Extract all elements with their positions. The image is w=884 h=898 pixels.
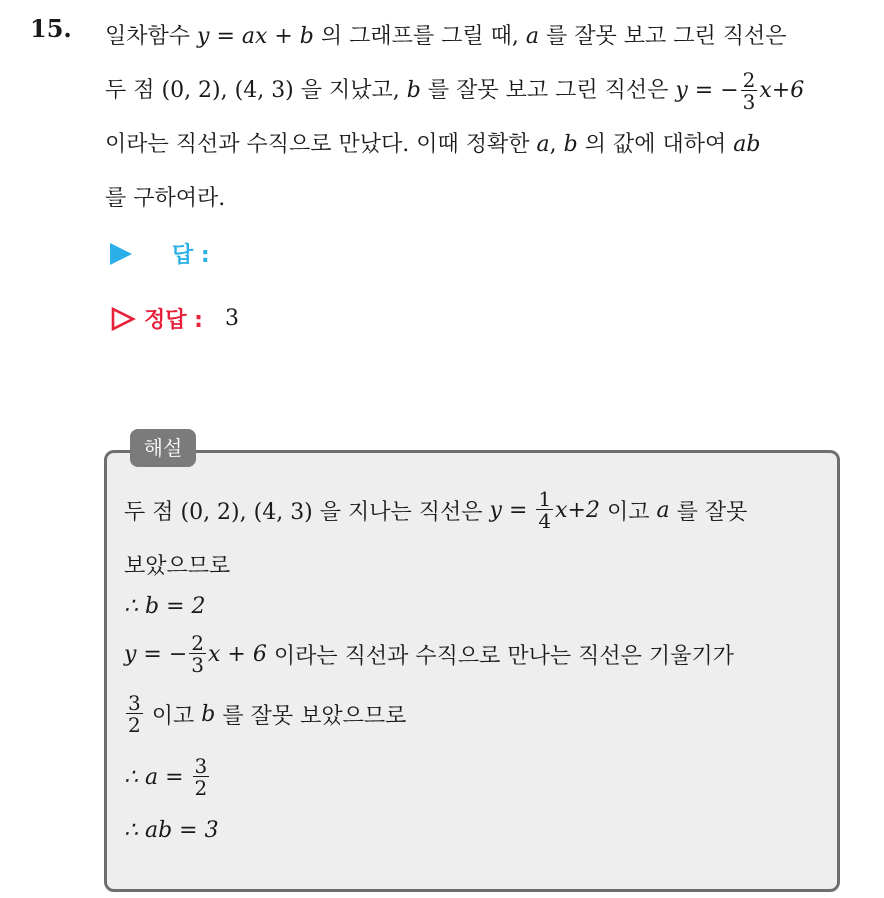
fraction-1-4: $\frac{1}{4}$	[538, 487, 552, 533]
solution-line-7: ∴ ab = 3	[124, 817, 219, 843]
outline-triangle-icon	[110, 306, 136, 332]
answer-row	[110, 238, 210, 269]
fraction-2-3: $\frac{2}{3}$	[191, 631, 205, 677]
solution-line-2: 보았으므로	[124, 553, 231, 579]
problem-line-1: 일차함수 y = ax + b 의 그래프를 그릴 때, a 를 잘못 보고 그린 직선은	[105, 24, 787, 49]
problem-line-3: 이라는 직선과 수직으로 만났다. 이때 정확한 a, b 의 값에 대하여 ab	[105, 132, 761, 157]
fraction-2-3: $\frac{2}{3}$	[742, 68, 756, 114]
problem-line-4: 를 구하여라.	[105, 186, 226, 211]
fraction-3-2: $\frac{3}{2}$	[128, 691, 141, 737]
problem-line-2: 두 점 (0, 2), (4, 3) 을 지났고, b 를 잘못 보고 그린 직선은 y = − $\frac{2}{3}$ x+6	[105, 68, 805, 114]
solution-text	[124, 480, 834, 850]
correct-answer-label: 정답 :	[144, 308, 203, 333]
equation-y-ax-b: y = ax + b	[197, 24, 314, 49]
solution-tag: 해설	[130, 429, 196, 467]
solution-line-3: ∴ b = 2	[124, 593, 206, 619]
play-triangle-icon	[110, 243, 132, 265]
solution-line-4: y = − $\frac{2}{3}$ x + 6 이라는 직선과 수직으로 만나는 직선은 기울기가	[124, 631, 734, 677]
solution-line-6: ∴ a = $\frac{3}{2}$	[124, 754, 208, 800]
problem-statement	[105, 10, 865, 226]
correct-answer-row	[110, 303, 239, 334]
correct-answer-value: 3	[224, 306, 239, 331]
fraction-3-2: $\frac{3}{2}$	[194, 754, 208, 800]
answer-label: 답 :	[172, 243, 210, 268]
problem-number: 15.	[30, 14, 72, 43]
solution-line-1: 두 점 (0, 2), (4, 3) 을 지나는 직선은 y = $\frac{1}{4}$ x+2 이고 a 를 잘못	[124, 487, 748, 533]
solution-line-5: $\frac{3}{2}$ 이고 b 를 잘못 보았으므로	[128, 691, 407, 737]
